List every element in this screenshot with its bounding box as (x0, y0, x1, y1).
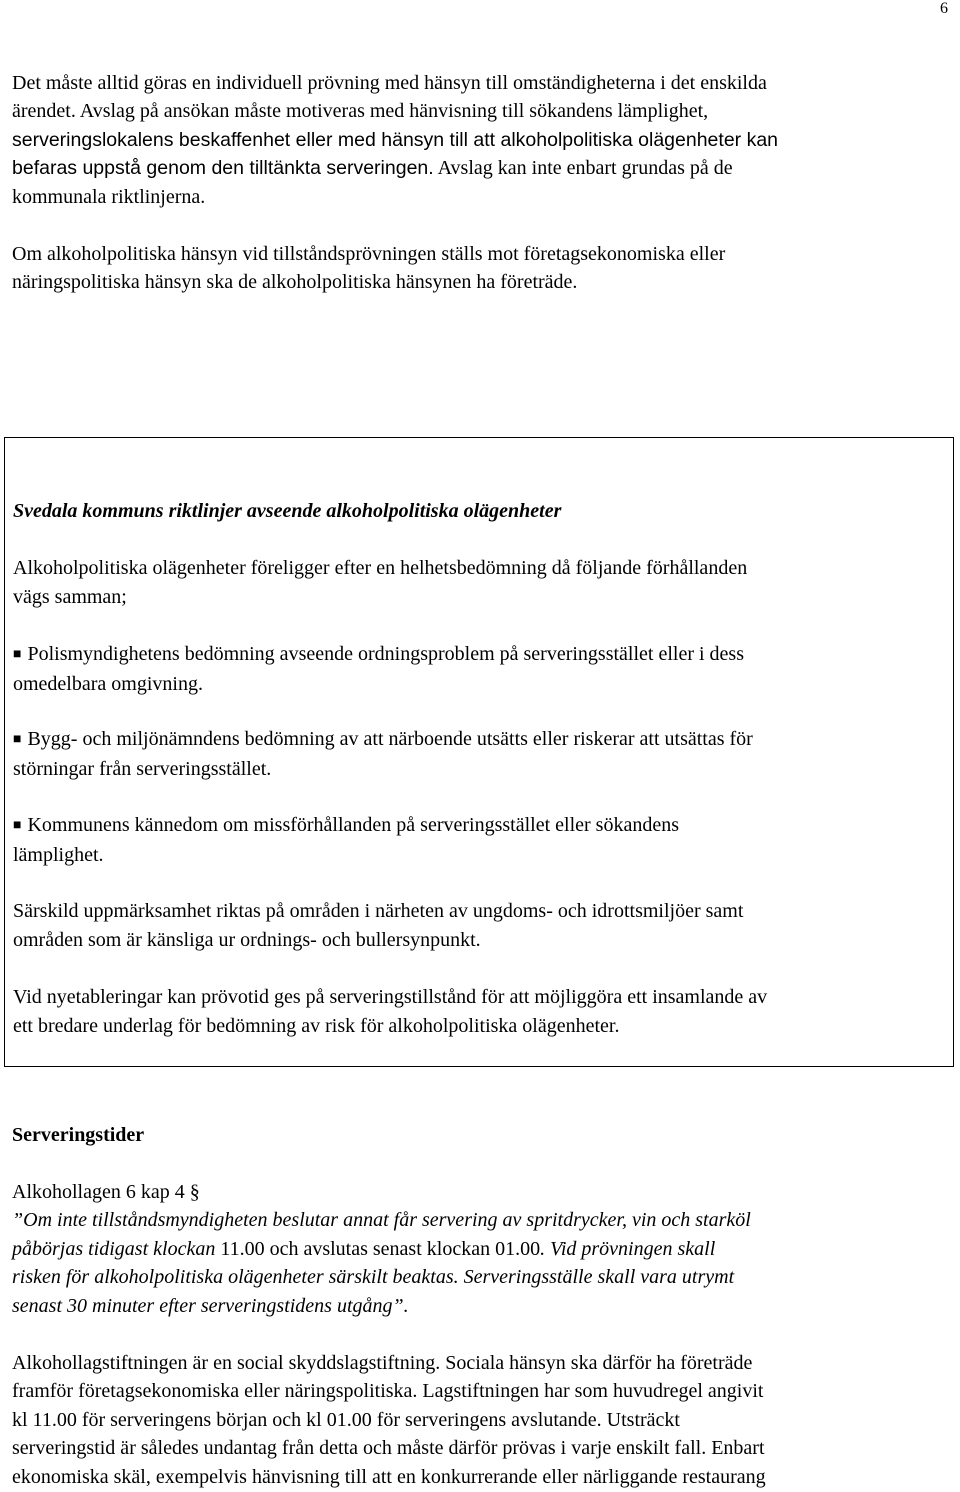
text-line (12, 154, 952, 182)
special-attention-paragraph (13, 897, 938, 954)
text-line: Alkohollagstiftningen är en social skyddslagstiftning. Sociala hänsyn ska därför ha företräde (12, 1352, 753, 1374)
quote-line: senast 30 minuter efter serveringstidens utgång”. (12, 1294, 409, 1317)
text-line: Särskild uppmärksamhet riktas på områden i närheten av ungdoms- och idrottsmiljöer samt (13, 900, 744, 922)
text-span: Avslag kan inte enbart grundas på de (433, 157, 733, 180)
bullet-icon: ■ (13, 732, 22, 747)
text-span: Polismyndighetens bedömning avseende ordningsproblem på serveringsstället eller i dess (27, 643, 744, 665)
text-line: ett bredare underlag för bedömning av risk för alkoholpolitiska olägenheter. (13, 1014, 620, 1037)
guidelines-heading: Svedala kommuns riktlinjer avseende alkoholpolitiska olägenheter (13, 500, 562, 522)
law-reference: Alkohollagen 6 kap 4 § (12, 1181, 200, 1203)
text-line: näringspolitiska hänsyn ska de alkoholpolitiska hänsynen ha företräde. (12, 271, 578, 294)
bullet-item-municipality (13, 811, 938, 869)
text-line: Det måste alltid göras en individuell prövning med hänsyn till omständigheterna i det enskilda (12, 72, 767, 94)
bullet-item-environment (13, 725, 938, 783)
bullet-icon: ■ (13, 647, 22, 662)
section-heading-serveringstider: Serveringstider (12, 1124, 145, 1146)
text-span: Kommunens kännedom om missförhållanden på serveringsstället eller sökandens (27, 814, 679, 836)
text-line: Om alkoholpolitiska hänsyn vid tillståndsprövningen ställs mot företagsekonomiska eller (12, 243, 726, 265)
text-span: Bygg- och miljönämndens bedömning av att närboende utsätts eller riskerar att utsättas för (27, 728, 753, 750)
text-line: serveringstid är således undantag från detta och måste därför prövas i varje enskilt fall. Enbart (12, 1437, 765, 1460)
text-span: . Vid prövningen skall (540, 1237, 716, 1260)
paragraph-precedence (12, 240, 952, 297)
text-line: Vid nyetableringar kan prövotid ges på serveringstillstånd för att möjliggöra ett insamlande av (13, 986, 768, 1008)
text-line: lämplighet. (13, 843, 104, 866)
quote-line: risken för alkoholpolitiska olägenheter särskilt beaktas. Serveringsställe skall vara utrymt (12, 1266, 735, 1289)
law-quote-block (12, 1178, 952, 1320)
paragraph-social-protection (12, 1349, 952, 1491)
new-establishment-paragraph (13, 983, 938, 1040)
text-span: påbörjas tidigast klockan (12, 1237, 221, 1260)
guidelines-box (4, 437, 954, 1067)
text-span: befaras uppstå genom den tilltänkta serveringen. (12, 157, 434, 180)
text-span: 11.00 och avslutas senast klockan 01.00 (220, 1237, 541, 1260)
quote-line (12, 1235, 952, 1263)
text-line (13, 811, 938, 841)
text-line: ekonomiska skäl, exempelvis hänvisning till att en konkurrerande eller närliggande restaurang (12, 1465, 766, 1488)
bullet-item-police (13, 640, 938, 698)
text-line: vägs samman; (13, 585, 127, 608)
text-line: Alkoholpolitiska olägenheter föreligger efter en helhetsbedömning då följande förhållanden (13, 557, 748, 579)
text-line (13, 725, 938, 755)
text-line: områden som är känsliga ur ordnings- och bullersynpunkt. (13, 928, 481, 951)
text-line: ärendet. Avslag på ansökan måste motiveras med hänvisning till sökandens lämplighet, (12, 100, 709, 123)
guidelines-intro (13, 554, 938, 611)
quote-line: ”Om inte tillståndsmyndigheten beslutar annat får servering av spritdrycker, vin och starköl (12, 1209, 751, 1232)
text-line: kommunala riktlinjerna. (12, 185, 206, 208)
text-line: omedelbara omgivning. (13, 672, 203, 695)
bullet-icon: ■ (13, 818, 22, 833)
text-line: serveringslokalens beskaffenhet eller med hänsyn till att alkoholpolitiska olägenheter kan (12, 128, 779, 151)
text-line: framför företagsekonomiska eller näringspolitiska. Lagstiftningen har som huvudregel angivit (12, 1380, 764, 1403)
text-line: kl 11.00 för serveringens början och kl 01.00 för serveringens avslutande. Utsträckt (12, 1408, 680, 1431)
paragraph-individual-assessment (12, 69, 952, 211)
text-line: störningar från serveringsstället. (13, 757, 272, 780)
page-number: 6 (940, 0, 948, 17)
text-line (13, 640, 938, 670)
